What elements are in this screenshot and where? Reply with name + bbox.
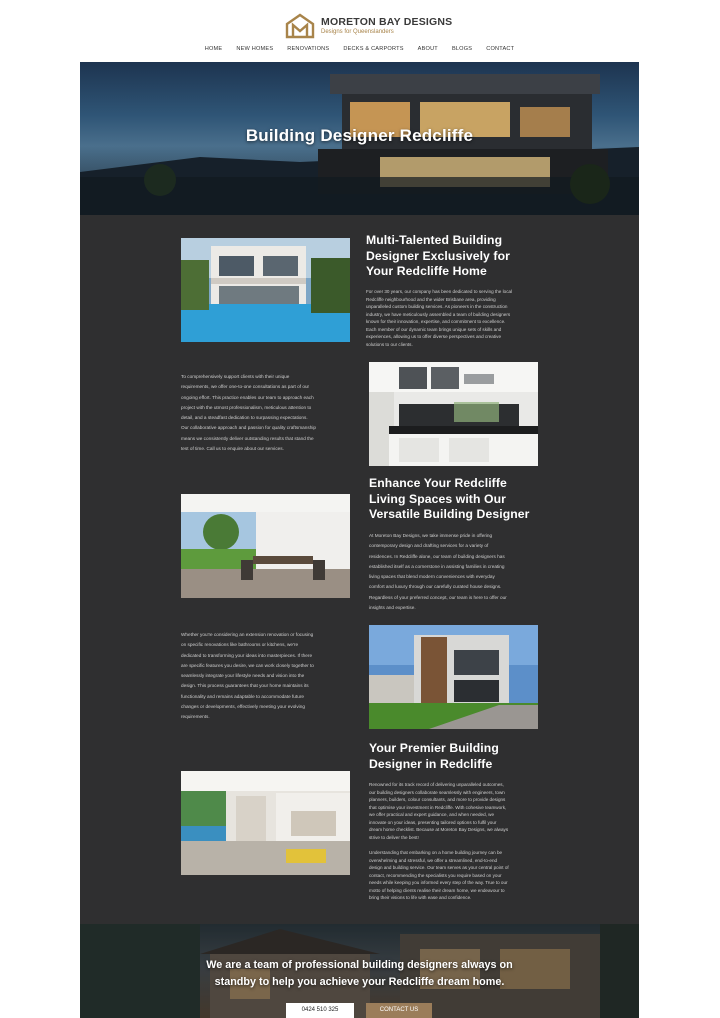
section4-paragraph bbox=[181, 630, 353, 723]
text-line: on specific renovations like bathrooms or kitchens, we're bbox=[181, 642, 299, 648]
text-line: At Moreton Bay Designs, we take immense pride in offering bbox=[369, 533, 493, 538]
section2-paragraph bbox=[181, 372, 353, 454]
phone-button[interactable]: 0424 510 325 bbox=[286, 1003, 354, 1018]
banner-line: standby to help you achieve your Redcliffe dream home. bbox=[214, 975, 505, 988]
text-line: contact, recommending the specialists you require based on your bbox=[369, 872, 502, 878]
text-line: insights and expertise. bbox=[369, 605, 416, 611]
text-line: contemporary design and drafting services for a variety of bbox=[369, 543, 489, 549]
text-line: For over 30 years, our company has been dedicated to serving the local bbox=[366, 289, 513, 294]
heading-line: Designer Exclusively for bbox=[366, 248, 510, 263]
text-line: Understanding that embarking on a home building journey can be bbox=[369, 850, 503, 855]
section5-paragraph2 bbox=[369, 849, 549, 902]
logo-house-icon bbox=[284, 12, 316, 40]
heading-line: Designer in Redcliffe bbox=[369, 756, 493, 771]
text-line: needs while keeping you informed every step of the way. True to our bbox=[369, 880, 508, 885]
section5-heading bbox=[369, 741, 549, 772]
text-line: that optimise your investment in Redcliffe. With cohesive teamwork, bbox=[369, 804, 507, 810]
text-line: requirements, we offer one-to-one consultations as part of our bbox=[181, 384, 310, 390]
text-line: known for their innovation, expertise, and commitment to excellence. bbox=[366, 319, 506, 324]
patio-pool-photo bbox=[181, 771, 350, 875]
section3-paragraph bbox=[369, 531, 547, 613]
modern-house-exterior-photo bbox=[369, 625, 538, 729]
pool-house-photo bbox=[181, 238, 350, 342]
text-line: detail, and a steadfast dedication to surpassing expectations. bbox=[181, 415, 308, 421]
text-line: Renowned for its track record of delivering unparalleled outcomes, bbox=[369, 782, 504, 787]
text-line: Each member of our dynamic team brings unique sets of skills and bbox=[366, 326, 502, 332]
text-line: functionality and remains adaptable to accommodate future bbox=[181, 693, 304, 699]
brand-name: MORETON BAY DESIGNS bbox=[321, 16, 453, 28]
text-line: solutions to our clients. bbox=[366, 341, 413, 347]
text-line: comfort and luxury through our carefully curated house designs. bbox=[369, 584, 502, 590]
cta-banner bbox=[80, 924, 639, 1018]
text-line: motto of helping clients realise their dream home, we endeavour to bbox=[369, 887, 505, 893]
text-line: Our collaborative approach and passion for quality craftsmanship bbox=[181, 425, 316, 431]
text-line: living spaces that blend modern conveniences with everyday bbox=[369, 574, 495, 580]
text-line: our building designers collaborate seamlessly with engineers, town bbox=[369, 789, 505, 795]
text-line: Redcliffe neighbourhood and the wider Brisbane area, providing bbox=[366, 296, 496, 302]
text-line: established itself as a cornerstone in assisting families in creating bbox=[369, 563, 505, 569]
page bbox=[80, 0, 639, 1018]
heading-line: Your Redcliffe Home bbox=[366, 264, 487, 278]
kitchen-photo bbox=[369, 362, 538, 466]
nav-contact[interactable]: CONTACT bbox=[486, 46, 515, 52]
text-line: strive to deliver the best! bbox=[369, 834, 419, 840]
nav-renovations[interactable]: RENOVATIONS bbox=[287, 46, 330, 52]
text-line: design. This process guarantees that your home maintains its bbox=[181, 683, 309, 689]
heading-line: Multi-Talented Building bbox=[366, 233, 503, 247]
text-line: experiences, allowing us to offer diverse perspectives and creative bbox=[366, 334, 501, 339]
text-line: residences. In Redcliffe alone, our team of building designers has bbox=[369, 553, 505, 559]
text-line: we offer practical and expert guidance, and when needed, we bbox=[369, 812, 495, 817]
banner-line: We are a team of professional building designers always on bbox=[206, 959, 513, 971]
text-line: design and building service. Our team serves as your central point of bbox=[369, 865, 509, 870]
text-line: To comprehensively support clients with their unique bbox=[181, 374, 290, 379]
text-line: seamlessly integrate your lifestyle needs and vision into the bbox=[181, 673, 305, 679]
section1-paragraph bbox=[366, 288, 546, 348]
logo[interactable] bbox=[284, 12, 453, 40]
text-line: unparalleled custom building services. As pioneers in the construction bbox=[366, 304, 508, 309]
text-line: innovate on your ideas, presenting tailored options to fulfil your bbox=[369, 819, 497, 825]
text-line: dedicated to transforming your ideas into masterpieces. If there bbox=[181, 652, 313, 658]
brand-tagline: Designs for Queenslanders bbox=[321, 29, 394, 35]
heading-line: Your Premier Building bbox=[369, 741, 499, 755]
contact-us-button[interactable]: CONTACT US bbox=[366, 1003, 432, 1018]
text-line: are specific features you desire, we can work closely together to bbox=[181, 662, 314, 668]
nav-decks-carports[interactable]: DECKS & CARPORTS bbox=[343, 46, 404, 52]
text-line: dream home checklist. Because at Moreton Bay Designs, we always bbox=[369, 827, 509, 832]
text-line: test of time. Call us to enquire about our services. bbox=[181, 446, 284, 452]
section5-paragraph1 bbox=[369, 781, 549, 841]
text-line: Regardless of your preferred concept, our team is here to offer our bbox=[369, 594, 507, 600]
text-line: ongoing effort. This practice enables our team to approach each bbox=[181, 394, 314, 400]
nav-home[interactable]: HOME bbox=[204, 46, 223, 52]
nav-about[interactable]: ABOUT bbox=[417, 46, 438, 52]
nav-new-homes[interactable]: NEW HOMES bbox=[236, 46, 274, 52]
cta-banner-text bbox=[80, 957, 639, 990]
text-line: changes or developments, effectively meeting your evolving bbox=[181, 704, 305, 710]
section3-heading bbox=[369, 476, 549, 523]
heading-line: Versatile Building Designer bbox=[369, 507, 530, 521]
outdoor-dining-photo bbox=[181, 494, 350, 598]
hero-title: Building Designer Redcliffe bbox=[245, 126, 474, 145]
section1-heading bbox=[366, 233, 536, 280]
text-line: overwhelming and stressful, we offer a streamlined, end-to-end bbox=[369, 857, 498, 863]
nav-blogs[interactable]: BLOGS bbox=[451, 46, 473, 52]
main-nav bbox=[80, 46, 639, 52]
text-line: planners, builders, colour consultants, and more to provide designs bbox=[369, 797, 506, 802]
text-line: industry, we have meticulously assembled a team of building designers bbox=[366, 311, 511, 317]
site-header bbox=[80, 0, 639, 62]
text-line: Whether you're considering an extension renovation or focusing bbox=[181, 632, 314, 637]
text-line: means we consistently deliver outstanding results that stand the bbox=[181, 435, 314, 441]
text-line: requirements. bbox=[181, 714, 210, 720]
text-line: project with the utmost professionalism, meticulous attention to bbox=[181, 404, 312, 410]
text-line: bring their visions to life with ease and confidence. bbox=[369, 895, 472, 900]
heading-line: Living Spaces with Our bbox=[369, 491, 506, 506]
hero-banner bbox=[80, 62, 639, 215]
heading-line: Enhance Your Redcliffe bbox=[369, 476, 507, 490]
